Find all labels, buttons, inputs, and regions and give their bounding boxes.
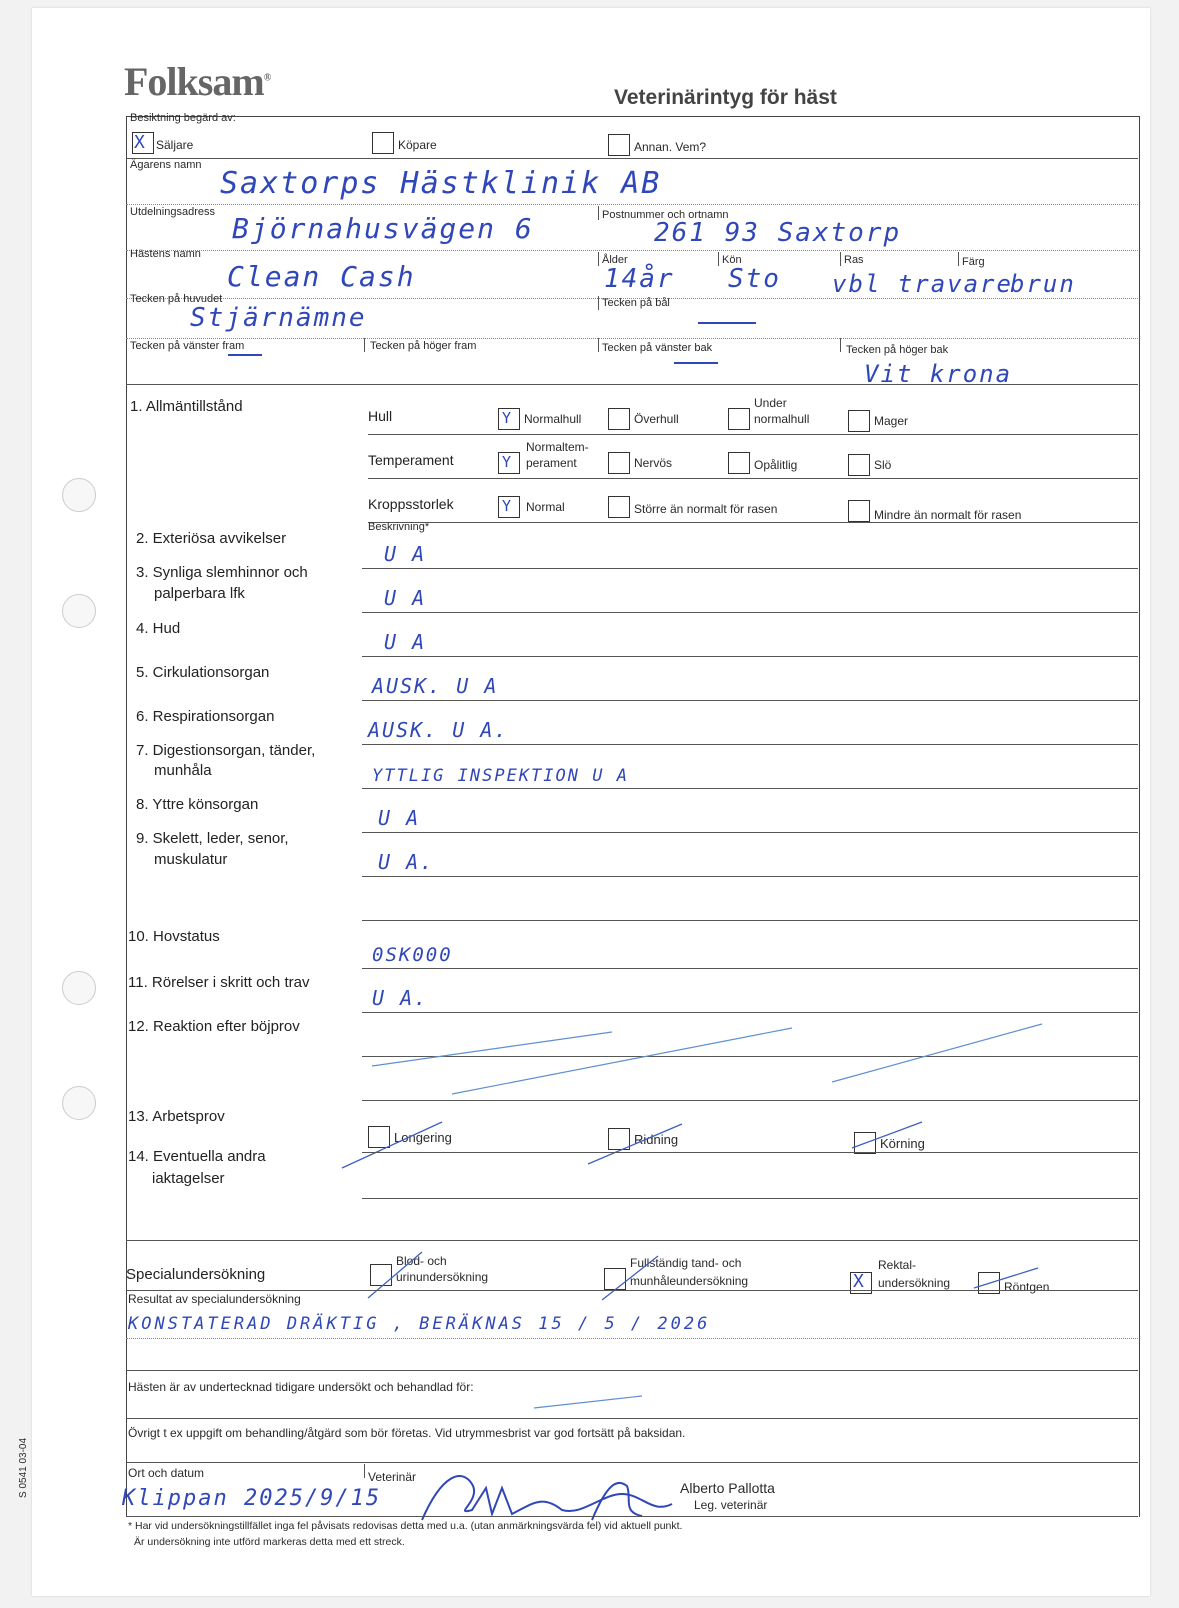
requested-label: Besiktning begärd av:	[130, 112, 236, 124]
item-value: U A.	[378, 850, 435, 874]
dental-label: Fullständig tand- och	[630, 1256, 742, 1270]
breed-value: vbl travare	[832, 270, 1013, 298]
mager-label: Mager	[874, 414, 909, 428]
age-label: Ålder	[602, 254, 628, 266]
normaltemperament-label: perament	[526, 456, 577, 470]
footnote-line: Är undersökning inte utförd markeras detta med ett streck.	[134, 1536, 405, 1548]
binder-hole	[62, 971, 96, 1005]
korning-label: Körning	[880, 1136, 925, 1151]
checkbox-smaller[interactable]	[848, 500, 870, 522]
strike-lines	[362, 1248, 1042, 1308]
place-date-value: Klippan 2025/9/15	[122, 1486, 382, 1511]
special-exam-label: Specialundersökning	[126, 1266, 266, 1283]
color-value: brun	[1010, 270, 1076, 298]
color-label: Färg	[962, 256, 985, 268]
other-label: Annan. Vem?	[634, 140, 707, 154]
row-divider	[362, 1012, 1138, 1013]
item-label: 7. Digestionsorgan, tänder,	[136, 742, 316, 759]
row-divider	[368, 478, 1138, 479]
item-value: U A	[384, 630, 427, 654]
divider	[598, 296, 599, 310]
item-value: 0SK000	[372, 944, 453, 966]
item-label: 6. Respirationsorgan	[136, 708, 275, 725]
description-label: Beskrivning*	[368, 521, 430, 533]
binder-hole	[62, 1086, 96, 1120]
vet-name: Alberto Pallotta	[680, 1480, 775, 1496]
folksam-logo: Folksam®	[124, 59, 271, 104]
blood-label: urinundersökning	[396, 1270, 489, 1284]
row-divider	[362, 700, 1138, 701]
row-divider	[126, 1462, 1138, 1463]
item-label: 2. Exteriösa avvikelser	[136, 530, 287, 547]
divider	[840, 252, 841, 266]
row-divider	[126, 338, 1138, 339]
size-label: Kroppsstorlek	[368, 496, 454, 512]
checkbox-nervos[interactable]	[608, 452, 630, 474]
history-label: Hästen är av undertecknad tidigare undersökt och behandlad för:	[128, 1380, 474, 1394]
row-divider	[368, 522, 1138, 523]
vet-title: Leg. veterinär	[694, 1498, 768, 1512]
normalhull-label: Normalhull	[524, 412, 582, 426]
strike-lines	[332, 1112, 932, 1172]
item-value: U A.	[372, 986, 429, 1010]
row-divider	[362, 568, 1138, 569]
checkmark: Y	[502, 409, 512, 427]
row-divider	[368, 434, 1138, 435]
rh-marking-label: Tecken på höger bak	[846, 344, 949, 356]
checkbox-underhull[interactable]	[728, 408, 750, 430]
item-value: YTTLIG INSPEKTION U A	[372, 766, 629, 786]
checkbox-other[interactable]	[608, 134, 630, 156]
xray-label: Röntgen	[1004, 1280, 1050, 1294]
item-label: 14. Eventuella andra	[128, 1148, 266, 1165]
row-divider	[126, 1240, 1138, 1241]
underhull-label: Under	[754, 396, 787, 410]
form-sheet	[18, 8, 1150, 1596]
rh-marking-value: Vit krona	[864, 360, 1013, 388]
checkbox-slo[interactable]	[848, 454, 870, 476]
item-label: munhåla	[154, 762, 212, 779]
normaltemperament-label: Normaltem-	[526, 440, 589, 454]
strike-lines	[352, 1018, 1072, 1098]
item-value: AUSK. U A	[372, 674, 499, 698]
row-divider	[362, 612, 1138, 613]
item-value: U A	[378, 806, 421, 830]
binder-hole	[62, 594, 96, 628]
row-divider	[126, 158, 1138, 159]
sex-label: Kön	[722, 254, 742, 266]
dental-label: munhåleundersökning	[630, 1274, 749, 1288]
buyer-label: Köpare	[398, 138, 437, 152]
larger-label: Större än normalt för rasen	[634, 502, 778, 516]
divider	[840, 338, 841, 352]
opalitlig-label: Opålitlig	[754, 458, 798, 472]
checkbox-larger[interactable]	[608, 496, 630, 518]
underhull-label: normalhull	[754, 412, 810, 426]
checkmark: X	[134, 132, 145, 153]
checkmark: Y	[502, 453, 512, 471]
slo-label: Slö	[874, 458, 892, 472]
rectal-label: undersökning	[878, 1276, 951, 1290]
owner-value: Saxtorps Hästklinik AB	[220, 166, 662, 201]
nervos-label: Nervös	[634, 456, 673, 470]
row-divider	[126, 1290, 1138, 1291]
blood-label: Blod- och	[396, 1254, 447, 1268]
smaller-label: Mindre än normalt för rasen	[874, 508, 1022, 522]
item-value: AUSK. U A.	[368, 718, 509, 742]
checkbox-mager[interactable]	[848, 410, 870, 432]
divider	[598, 206, 599, 220]
age-value: 14år	[604, 264, 675, 294]
divider	[598, 338, 599, 352]
normalsize-label: Normal	[526, 500, 565, 514]
item-label: 3. Synliga slemhinnor och	[136, 564, 308, 581]
row-divider	[362, 744, 1138, 745]
divider	[364, 1464, 365, 1478]
rectal-label: Rektal-	[878, 1258, 917, 1272]
checkmark: X	[853, 1271, 864, 1292]
checkbox-overhull[interactable]	[608, 408, 630, 430]
lh-marking-label: Tecken på vänster bak	[602, 342, 713, 354]
vet-label: Veterinär	[368, 1470, 417, 1484]
binder-hole	[62, 478, 96, 512]
row-divider	[126, 250, 1138, 251]
item-label: 9. Skelett, leder, senor,	[136, 830, 289, 847]
divider	[718, 252, 719, 266]
breed-label: Ras	[844, 254, 864, 266]
row-divider	[362, 1100, 1138, 1101]
postal-value: 261 93 Saxtorp	[654, 218, 902, 248]
hull-label: Hull	[368, 408, 393, 424]
rf-marking-label: Tecken på höger fram	[370, 340, 477, 352]
row-divider	[362, 1198, 1138, 1199]
blank-stroke	[674, 362, 718, 364]
item-label: muskulatur	[154, 851, 228, 868]
divider	[364, 338, 365, 352]
item-label: palperbara lfk	[154, 585, 245, 602]
overhull-label: Överhull	[634, 412, 679, 426]
row-divider	[362, 832, 1138, 833]
owner-label: Ägarens namn	[130, 159, 202, 171]
postal-label: Postnummer och ortnamn	[602, 209, 729, 221]
section-general-title: 1. Allmäntillstånd	[130, 398, 243, 415]
row-divider	[126, 204, 1138, 205]
row-divider	[362, 1152, 1138, 1153]
row-divider	[362, 876, 1138, 877]
checkmark: Y	[502, 497, 512, 515]
ridning-label: Ridning	[634, 1132, 679, 1147]
row-divider	[126, 1338, 1138, 1339]
other-notes-label: Övrigt t ex uppgift om behandling/åtgärd som bör företas. Vid utrymmesbrist var god fortsätt på baksidan.	[128, 1426, 686, 1440]
form-title: Veterinärintyg för häst	[614, 86, 837, 109]
checkbox-buyer[interactable]	[372, 132, 394, 154]
row-divider	[126, 1418, 1138, 1419]
item-label: iaktagelser	[152, 1170, 225, 1187]
longering-label: Longering	[394, 1130, 452, 1145]
row-divider	[362, 788, 1138, 789]
row-divider	[126, 1370, 1138, 1371]
item-value: U A	[384, 542, 427, 566]
item-label: 12. Reaktion efter böjprov	[128, 1018, 300, 1035]
form-code: S 0541 03-04	[18, 1437, 29, 1498]
sex-value: Sto	[728, 264, 781, 294]
place-date-label: Ort och datum	[128, 1466, 205, 1480]
address-value: Björnahusvägen 6	[232, 212, 534, 245]
head-marking-label: Tecken på huvudet	[130, 293, 223, 305]
blank-stroke	[698, 322, 756, 324]
item-label: 11. Rörelser i skritt och trav	[128, 974, 310, 991]
checkbox-opalitlig[interactable]	[728, 452, 750, 474]
special-result-value: KONSTATERAD DRÄKTIG , BERÄKNAS 15 / 5 / 2026	[128, 1314, 711, 1334]
horse-name-label: Hästens namn	[130, 248, 201, 260]
head-marking-value: Stjärnämne	[190, 303, 367, 333]
footnote-line: * Har vid undersökningstillfället inga fel påvisats redovisas detta med u.a. (utan anmärkningsvärda fel) vid aktuell punkt.	[128, 1520, 683, 1532]
row-divider	[362, 656, 1138, 657]
signature-scribble	[402, 1464, 702, 1524]
divider	[958, 252, 959, 266]
address-label: Utdelningsadress	[130, 206, 215, 218]
body-marking-label: Tecken på bål	[602, 297, 670, 309]
lf-marking-label: Tecken på vänster fram	[130, 340, 245, 352]
horse-name-value: Clean Cash	[227, 260, 416, 293]
row-divider	[126, 384, 1138, 385]
row-divider	[362, 920, 1138, 921]
special-result-label: Resultat av specialundersökning	[128, 1292, 301, 1306]
blank-stroke	[228, 354, 262, 356]
item-label: 10. Hovstatus	[128, 928, 220, 945]
seller-label: Säljare	[156, 138, 194, 152]
item-value: U A	[384, 586, 427, 610]
temperament-label: Temperament	[368, 452, 454, 468]
divider	[598, 252, 599, 266]
item-label: 4. Hud	[136, 620, 181, 637]
row-divider	[126, 1516, 1138, 1517]
item-label: 5. Cirkulationsorgan	[136, 664, 270, 681]
item-label: 13. Arbetsprov	[128, 1108, 225, 1125]
row-divider	[362, 968, 1138, 969]
blank-stroke	[532, 1392, 652, 1412]
item-label: 8. Yttre könsorgan	[136, 796, 259, 813]
